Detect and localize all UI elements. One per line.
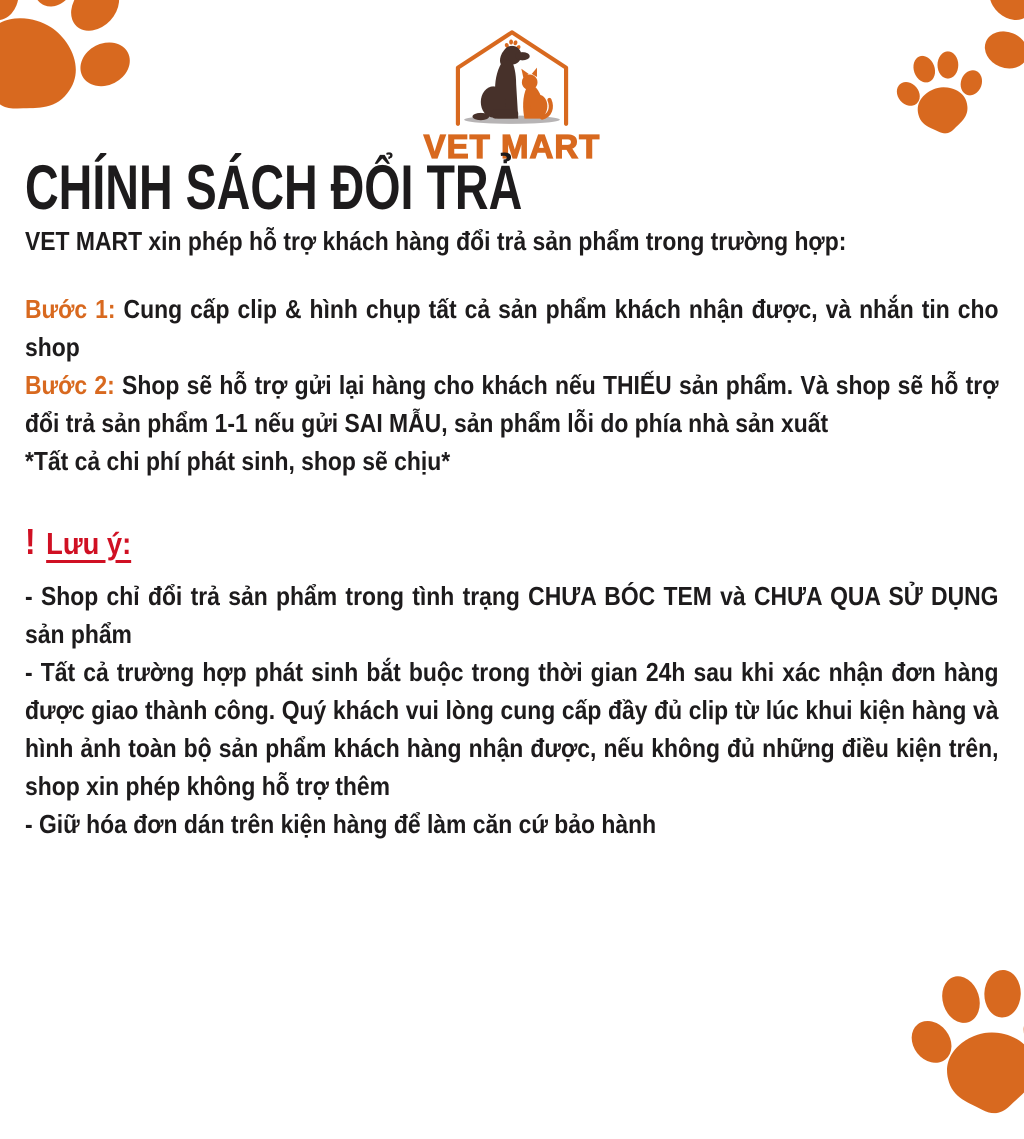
notice-item: - Shop chỉ đổi trả sản phẩm trong tình trạng CHƯA BÓC TEM và CHƯA QUA SỬ DỤNG sản phẩm [25, 580, 999, 649]
step-2 [25, 366, 999, 442]
step-1-text: Cung cấp clip & hình chụp tất cả sản phẩm khách nhận được, và nhắn tin cho shop [25, 293, 999, 362]
notice-heading [25, 520, 999, 567]
cat-silhouette-icon [521, 68, 550, 119]
fees-note: *Tất cả chi phí phát sinh, shop sẽ chịu* [25, 445, 451, 476]
step-2-text: Shop sẽ hỗ trợ gửi lại hàng cho khách nếu THIẾU sản phẩm. Và shop sẽ hỗ trợ đổi trả sản phẩm 1-1 nếu gửi SAI MẪU, sản phẩm lỗi do phía nhà sản xuất [25, 369, 999, 438]
step-1 [25, 290, 999, 366]
brand-wordmark: VET MART [423, 128, 601, 165]
notice-title: Lưu ý: [46, 525, 132, 561]
step-2-label: Bước 2: [25, 369, 115, 400]
page-title: CHÍNH SÁCH ĐỔI TRẢ [25, 153, 523, 223]
dog-silhouette-icon [472, 46, 529, 120]
exclamation-mark-icon: ! [25, 520, 36, 562]
return-policy-content [25, 153, 1000, 843]
notice-list [25, 577, 999, 843]
vet-mart-logo [0, 24, 1024, 166]
intro-text: VET MART xin phép hỗ trợ khách hàng đổi trả sản phẩm trong trường hợp: [25, 225, 847, 256]
steps-section [25, 290, 999, 480]
notice-item: - Giữ hóa đơn dán trên kiện hàng để làm căn cứ bảo hành [25, 808, 657, 839]
step-1-label: Bước 1: [25, 293, 116, 324]
paw-print-icon [892, 949, 1024, 1139]
logo-emblem [432, 24, 592, 128]
notice-item: - Tất cả trường hợp phát sinh bắt buộc trong thời gian 24h sau khi xác nhận đơn hàng được giao thành công. Quý khách vui lòng cung cấp đầy đủ clip từ lúc khui kiện hàng và hình ảnh toàn bộ sản phẩm khách hàng nhận được, nếu không đủ những điều kiện trên, shop xin phép không hỗ trợ thêm [25, 656, 999, 801]
policy-body [25, 222, 999, 843]
